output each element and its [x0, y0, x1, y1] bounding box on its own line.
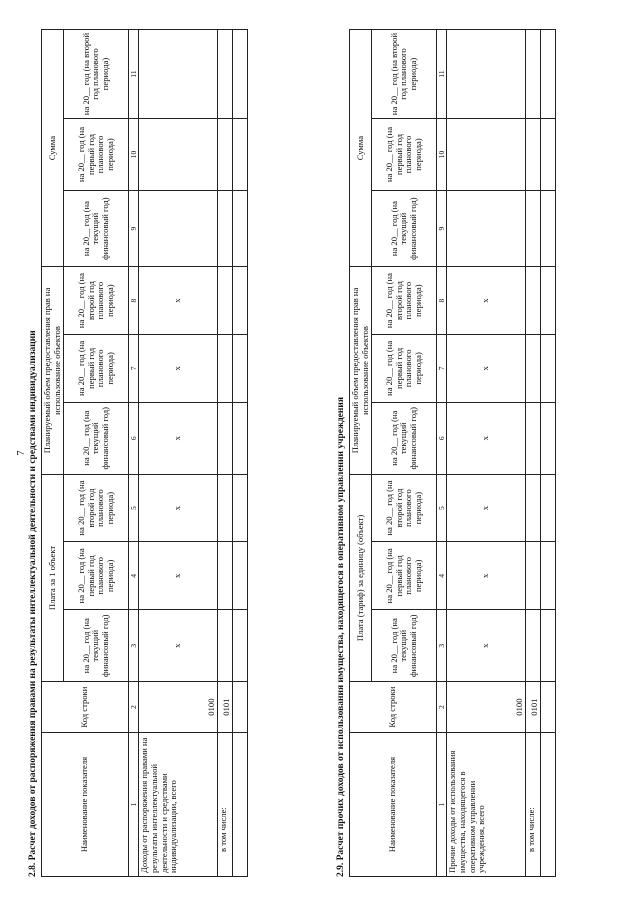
cell-mark: х	[447, 474, 526, 542]
cell-empty	[526, 541, 541, 609]
cell-empty	[233, 732, 248, 876]
column-number: 10	[437, 118, 447, 190]
cell-empty	[526, 402, 541, 474]
column-number: 9	[129, 190, 139, 266]
column-number: 3	[129, 609, 139, 681]
cell-empty	[233, 118, 248, 190]
cell-empty	[541, 29, 556, 118]
cell-mark: х	[139, 474, 218, 542]
cell-empty	[526, 474, 541, 542]
table-row-blank	[541, 29, 556, 876]
row-code: 0100	[139, 681, 218, 732]
section-2-8	[28, 29, 248, 877]
period-first: на 20__ год (на первый год планового периода)	[372, 334, 437, 402]
cell-empty	[447, 118, 526, 190]
cell-empty	[218, 474, 233, 542]
col-indicator-header: Наименование показателя	[350, 732, 437, 876]
cell-mark: х	[139, 541, 218, 609]
row-label: Прочие доходы от использования имущества, находящегося в оперативном управлении учреждения, всего	[447, 732, 526, 876]
period-second: на 20__ год (на второй год планового периода)	[64, 474, 129, 542]
cell-empty	[233, 681, 248, 732]
period-first: на 20__ год (на первый год планового периода)	[64, 118, 129, 190]
column-number: 2	[129, 681, 139, 732]
calc-table	[349, 29, 556, 877]
period-first: на 20__ год (на первый год планового периода)	[372, 541, 437, 609]
cell-empty	[218, 29, 233, 118]
section-2-9	[336, 29, 556, 877]
cell-empty	[541, 732, 556, 876]
column-numbers-row	[129, 29, 139, 876]
cell-mark: х	[447, 402, 526, 474]
cell-empty	[541, 609, 556, 681]
cell-empty	[233, 609, 248, 681]
cell-empty	[218, 402, 233, 474]
cell-empty	[541, 334, 556, 402]
row-label: Доходы от распоряжения правами на результаты интеллектуальной деятельности и средствами индивидуализации, всего	[139, 732, 218, 876]
column-number: 6	[129, 402, 139, 474]
cell-empty	[447, 29, 526, 118]
period-current: на 20__ год (на текущий финансовый год)	[372, 609, 437, 681]
col-fee-header: Плата за 1 объект	[42, 474, 64, 681]
table-row-incl	[218, 29, 233, 876]
cell-empty	[139, 29, 218, 118]
calc-table	[41, 29, 248, 877]
period-second: на 20__ год (на второй год планового периода)	[372, 29, 437, 118]
column-number: 1	[437, 732, 447, 876]
cell-empty	[526, 118, 541, 190]
cell-empty	[218, 541, 233, 609]
cell-empty	[233, 541, 248, 609]
cell-empty	[541, 474, 556, 542]
cell-empty	[233, 402, 248, 474]
period-current: на 20__ год (на текущий финансовый год)	[64, 190, 129, 266]
cell-empty	[541, 190, 556, 266]
cell-empty	[541, 266, 556, 334]
cell-mark: х	[139, 609, 218, 681]
cell-empty	[218, 609, 233, 681]
cell-empty	[233, 190, 248, 266]
column-numbers-row	[437, 29, 447, 876]
column-number: 11	[129, 29, 139, 118]
rotated-content	[10, 23, 630, 883]
col-fee-header: Плата (тариф) за единицу (объект)	[350, 474, 372, 681]
column-number: 7	[437, 334, 447, 402]
cell-empty	[218, 266, 233, 334]
row-code: 0101	[526, 681, 541, 732]
row-label: в том числе:	[218, 732, 233, 876]
period-current: на 20__ год (на текущий финансовый год)	[64, 402, 129, 474]
column-number: 3	[437, 609, 447, 681]
period-second: на 20__ год (на второй год планового периода)	[64, 266, 129, 334]
row-label: в том числе:	[526, 732, 541, 876]
cell-mark: х	[139, 402, 218, 474]
page-number: 7	[16, 450, 27, 455]
cell-empty	[218, 334, 233, 402]
period-first: на 20__ год (на первый год планового периода)	[64, 541, 129, 609]
column-number: 8	[437, 266, 447, 334]
column-number: 5	[129, 474, 139, 542]
cell-empty	[218, 118, 233, 190]
cell-empty	[139, 190, 218, 266]
column-number: 6	[437, 402, 447, 474]
col-sum-header: Сумма	[350, 29, 372, 266]
column-number: 8	[129, 266, 139, 334]
cell-empty	[526, 266, 541, 334]
cell-empty	[526, 334, 541, 402]
row-code: 0100	[447, 681, 526, 732]
period-current: на 20__ год (на текущий финансовый год)	[372, 402, 437, 474]
cell-empty	[233, 334, 248, 402]
column-number: 9	[437, 190, 447, 266]
col-indicator-header: Наименование показателя	[42, 732, 129, 876]
column-number: 7	[129, 334, 139, 402]
cell-empty	[541, 118, 556, 190]
header-row-groups	[350, 29, 372, 876]
col-volume-header: Планируемый объем предоставления прав на использование объектов	[350, 266, 372, 473]
cell-empty	[541, 541, 556, 609]
cell-empty	[526, 609, 541, 681]
cell-mark: х	[139, 266, 218, 334]
period-second: на 20__ год (на второй год планового периода)	[372, 266, 437, 334]
cell-empty	[233, 474, 248, 542]
period-second: на 20__ год (на второй год планового периода)	[372, 474, 437, 542]
cell-empty	[526, 29, 541, 118]
column-number: 10	[129, 118, 139, 190]
col-volume-header: Планируемый объем предоставления прав на использование объектов	[42, 266, 64, 473]
cell-empty	[541, 402, 556, 474]
column-number: 1	[129, 732, 139, 876]
column-number: 2	[437, 681, 447, 732]
cell-empty	[541, 681, 556, 732]
col-sum-header: Сумма	[42, 29, 64, 266]
col-code-header: Код строки	[42, 681, 129, 732]
cell-mark: х	[139, 334, 218, 402]
column-number: 11	[437, 29, 447, 118]
table-row-incl	[526, 29, 541, 876]
period-first: на 20__ год (на первый год планового периода)	[64, 334, 129, 402]
cell-empty	[233, 29, 248, 118]
period-first: на 20__ год (на первый год планового периода)	[372, 118, 437, 190]
section-title: 2.8. Расчет доходов от распоряжения правами на результаты интеллектуальной деятельности и средствами индивидуализации	[28, 329, 38, 877]
table-row-total	[447, 29, 526, 876]
table-row-total	[139, 29, 218, 876]
cell-empty	[139, 118, 218, 190]
row-code: 0101	[218, 681, 233, 732]
cell-empty	[218, 190, 233, 266]
cell-empty	[447, 190, 526, 266]
section-title: 2.9. Расчет прочих доходов от использования имущества, находящегося в оперативном управлении учреждения	[336, 396, 346, 877]
cell-empty	[526, 190, 541, 266]
cell-mark: х	[447, 266, 526, 334]
column-number: 5	[437, 474, 447, 542]
period-current: на 20__ год (на текущий финансовый год)	[64, 609, 129, 681]
table-row-blank	[233, 29, 248, 876]
period-current: на 20__ год (на текущий финансовый год)	[372, 190, 437, 266]
column-number: 4	[437, 541, 447, 609]
cell-empty	[233, 266, 248, 334]
period-second: на 20__ год (на второй год планового периода)	[64, 29, 129, 118]
cell-mark: х	[447, 334, 526, 402]
cell-mark: х	[447, 541, 526, 609]
header-row-groups	[42, 29, 64, 876]
col-code-header: Код строки	[350, 681, 437, 732]
column-number: 4	[129, 541, 139, 609]
cell-mark: х	[447, 609, 526, 681]
